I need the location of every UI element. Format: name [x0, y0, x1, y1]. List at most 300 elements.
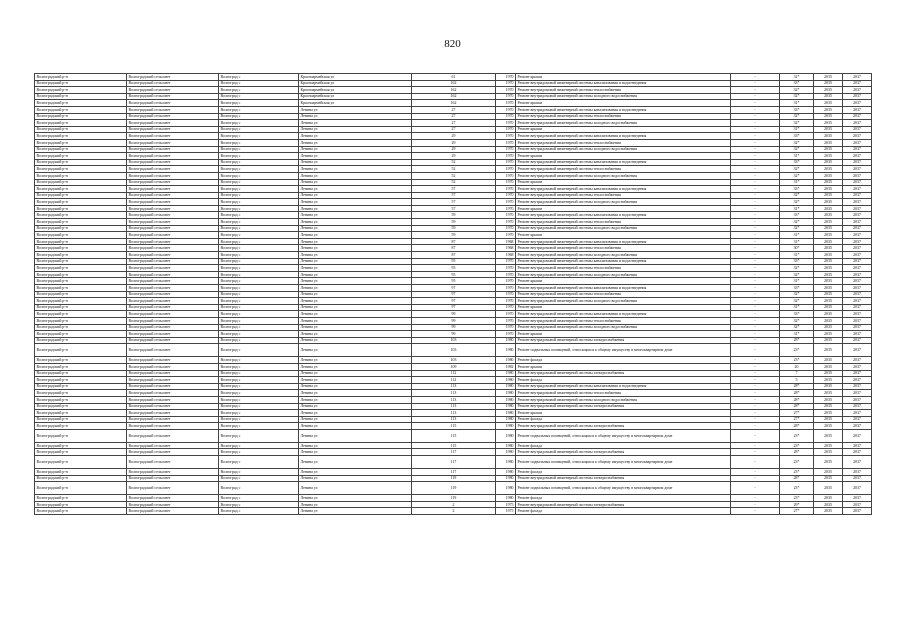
table-cell: 2037 [843, 363, 872, 370]
table-cell: Волгоградский сельсовет [127, 278, 219, 285]
table-cell: Ленина ул [299, 225, 412, 232]
table-cell: Ремонт внутридомовой инженерной системы холодного водоснабжения [516, 252, 731, 259]
table-cell: 28* [780, 396, 814, 403]
table-cell: 30* [780, 245, 814, 252]
table-cell: 32* [780, 192, 814, 199]
table-cell: Ленина ул [299, 120, 412, 127]
table-cell: Волгоградский сельсовет [127, 166, 219, 173]
table-row [35, 311, 872, 318]
table-row [35, 508, 872, 515]
table-cell: 1970 [496, 311, 516, 318]
table-cell: Ленина ул [299, 179, 412, 186]
table-cell: 2035 [814, 271, 843, 278]
table-cell: 1975 [496, 501, 516, 508]
table-cell: 115 [412, 423, 496, 430]
table-cell: Волгоград с [219, 337, 299, 344]
table-cell: 1970 [496, 153, 516, 160]
table-cell: Волгоград с [219, 192, 299, 199]
table-cell: 1970 [496, 212, 516, 219]
table-cell: - [731, 344, 780, 357]
table-cell: Ремонт крыши [516, 304, 731, 311]
table-cell: 2035 [814, 324, 843, 331]
table-cell: 2035 [814, 278, 843, 285]
table-cell: Волгоградский р-н [35, 258, 127, 265]
table-cell: 2037 [843, 225, 872, 232]
table-cell: Волгоград с [219, 238, 299, 245]
table-cell: - [731, 179, 780, 186]
table-cell: 1970 [496, 172, 516, 179]
table-cell: Волгоград с [219, 285, 299, 292]
table-cell: Волгоград с [219, 265, 299, 272]
table-cell: 5 [780, 377, 814, 384]
table-row [35, 219, 872, 226]
table-cell: Волгоград с [219, 100, 299, 107]
table-cell: - [731, 271, 780, 278]
table-cell: Ленина ул [299, 232, 412, 239]
table-cell: 162 [412, 93, 496, 100]
table-cell: 2037 [843, 383, 872, 390]
table-cell: Волгоград с [219, 442, 299, 449]
table-row [35, 205, 872, 212]
table-cell: 2035 [814, 304, 843, 311]
table-cell: Волгоградский сельсовет [127, 87, 219, 94]
table-cell: 1980 [496, 337, 516, 344]
table-cell: 99 [412, 317, 496, 324]
table-cell: 2037 [843, 192, 872, 199]
table-cell: 1980 [496, 482, 516, 495]
table-cell: Волгоград с [219, 482, 299, 495]
table-cell: - [731, 410, 780, 417]
table-cell: 1970 [496, 298, 516, 305]
table-cell: 119 [412, 482, 496, 495]
table-cell: - [731, 113, 780, 120]
table-cell: 2037 [843, 205, 872, 212]
table-cell: Волгоград с [219, 469, 299, 476]
table-cell: Волгоградский сельсовет [127, 311, 219, 318]
table-cell: Ремонт крыши [516, 331, 731, 338]
table-cell: 2037 [843, 396, 872, 403]
table-cell: 20 [780, 363, 814, 370]
table-cell: Волгоград с [219, 390, 299, 397]
table-cell: Ленина ул [299, 298, 412, 305]
table-cell: 1970 [496, 285, 516, 292]
table-cell: Волгоградский р-н [35, 469, 127, 476]
table-cell: 2037 [843, 475, 872, 482]
table-cell: 99 [412, 331, 496, 338]
table-cell: 2037 [843, 291, 872, 298]
table-cell: Волгоградский р-н [35, 265, 127, 272]
table-cell: Ремонт внутридомовой инженерной системы канализования и водоотведения [516, 383, 731, 390]
table-cell: 1980 [496, 429, 516, 442]
table-cell: 113 [412, 396, 496, 403]
table-cell: 2037 [843, 139, 872, 146]
table-cell: Волгоградский р-н [35, 219, 127, 226]
table-cell: 2035 [814, 219, 843, 226]
table-cell: 32* [780, 219, 814, 226]
table-row [35, 396, 872, 403]
table-cell: Волгоградский р-н [35, 298, 127, 305]
table-cell: Волгоградский сельсовет [127, 363, 219, 370]
table-cell: 119 [412, 495, 496, 502]
table-cell: Волгоградский сельсовет [127, 304, 219, 311]
table-row [35, 482, 872, 495]
table-cell: 23* [780, 357, 814, 364]
table-cell: 28* [780, 423, 814, 430]
table-cell: Волгоградский сельсовет [127, 100, 219, 107]
table-cell: 1970 [496, 159, 516, 166]
table-cell: Волгоградский р-н [35, 126, 127, 133]
table-cell: Волгоградский сельсовет [127, 324, 219, 331]
table-cell: Волгоградский сельсовет [127, 238, 219, 245]
table-row [35, 271, 872, 278]
table-cell: Волгоград с [219, 179, 299, 186]
table-cell: Красноармейская ул [299, 100, 412, 107]
table-cell: 119 [412, 475, 496, 482]
table-row [35, 469, 872, 476]
table-cell: - [731, 205, 780, 212]
table-cell: 115 [412, 442, 496, 449]
table-cell: Волгоград с [219, 245, 299, 252]
table-cell: Волгоград с [219, 205, 299, 212]
table-cell: 33* [780, 186, 814, 193]
table-cell: 2037 [843, 146, 872, 153]
table-cell: 2037 [843, 508, 872, 515]
table-cell: 113 [412, 403, 496, 410]
table-cell: 2035 [814, 331, 843, 338]
table-row [35, 199, 872, 206]
table-cell: - [731, 495, 780, 502]
table-cell: 52 [412, 179, 496, 186]
table-cell: Волгоград с [219, 357, 299, 364]
table-cell: Ленина ул [299, 396, 412, 403]
table-row [35, 252, 872, 259]
table-cell: 32* [780, 199, 814, 206]
table-cell: Волгоградский р-н [35, 416, 127, 423]
table-cell: - [731, 265, 780, 272]
table-cell: 2037 [843, 74, 872, 81]
table-cell: Ремонт крыши [516, 153, 731, 160]
table-cell: Волгоградский сельсовет [127, 331, 219, 338]
table-cell: 31* [780, 100, 814, 107]
table-cell: Ремонт крыши [516, 74, 731, 81]
table-cell: - [731, 357, 780, 364]
table-cell: Волгоградский сельсовет [127, 146, 219, 153]
table-cell: Волгоградский сельсовет [127, 153, 219, 160]
table-cell: Волгоградский сельсовет [127, 212, 219, 219]
table-cell: Ремонт внутридомовой инженерной системы канализования и водоотведения [516, 258, 731, 265]
table-cell: - [731, 93, 780, 100]
table-cell: Волгоградский р-н [35, 113, 127, 120]
table-cell: Ремонт фасада [516, 377, 731, 384]
table-cell: Волгоградский р-н [35, 475, 127, 482]
table-row [35, 456, 872, 469]
table-cell: Ленина ул [299, 337, 412, 344]
table-cell: Ремонт внутридомовой инженерной системы канализования и водоотведения [516, 186, 731, 193]
table-cell: 29* [780, 501, 814, 508]
table-cell: 103 [412, 337, 496, 344]
table-cell: Ленина ул [299, 258, 412, 265]
table-cell: 2035 [814, 357, 843, 364]
table-cell: 97 [412, 304, 496, 311]
table-cell: 2035 [814, 265, 843, 272]
table-cell: 2037 [843, 159, 872, 166]
table-cell: 32* [780, 166, 814, 173]
table-cell: 2037 [843, 186, 872, 193]
table-cell: Волгоградский р-н [35, 337, 127, 344]
table-cell: 2037 [843, 390, 872, 397]
table-cell: 2037 [843, 278, 872, 285]
table-cell: Волгоградский сельсовет [127, 475, 219, 482]
table-cell: 32* [780, 265, 814, 272]
table-cell: - [731, 449, 780, 456]
table-cell: Волгоград с [219, 370, 299, 377]
table-cell: 2037 [843, 265, 872, 272]
table-cell: Волгоградский сельсовет [127, 377, 219, 384]
table-cell: 2035 [814, 258, 843, 265]
table-cell: 1975 [496, 508, 516, 515]
table-cell: 2035 [814, 192, 843, 199]
table-cell: Ленина ул [299, 153, 412, 160]
table-cell: Ремонт подвальных помещений, относящихся к общему имуществу в многоквартирном доме [516, 344, 731, 357]
table-cell: Волгоградский сельсовет [127, 396, 219, 403]
table-cell: Волгоградский р-н [35, 278, 127, 285]
table-cell: 2035 [814, 291, 843, 298]
table-row [35, 106, 872, 113]
table-cell: 97 [412, 291, 496, 298]
table-cell: Волгоград с [219, 291, 299, 298]
table-cell: Волгоград с [219, 186, 299, 193]
table-cell: - [731, 126, 780, 133]
table-cell: Ремонт внутридомовой инженерной системы теплоснабжения [516, 265, 731, 272]
table-cell: Ремонт внутридомовой инженерной системы теплоснабжения [516, 245, 731, 252]
table-cell: 1970 [496, 317, 516, 324]
table-cell: - [731, 212, 780, 219]
table-cell: 2035 [814, 423, 843, 430]
table-cell: 2037 [843, 153, 872, 160]
table-cell: Волгоградский сельсовет [127, 120, 219, 127]
table-cell: 2037 [843, 93, 872, 100]
table-cell: Волгоград с [219, 153, 299, 160]
table-cell: Волгоградский сельсовет [127, 495, 219, 502]
table-cell: - [731, 245, 780, 252]
table-cell: Волгоград с [219, 80, 299, 87]
table-cell: Волгоградский р-н [35, 495, 127, 502]
table-cell: 28* [780, 390, 814, 397]
table-cell: Ремонт внутридомовой инженерной системы канализования и водоотведения [516, 238, 731, 245]
table-cell: Ленина ул [299, 133, 412, 140]
table-cell: 31* [780, 238, 814, 245]
table-cell: Волгоградский сельсовет [127, 429, 219, 442]
table-cell: 29 [412, 146, 496, 153]
table-cell: Ленина ул [299, 172, 412, 179]
table-cell: Ремонт внутридомовой инженерной системы электроснабжения [516, 449, 731, 456]
table-cell: 31* [780, 179, 814, 186]
table-cell: Волгоградский сельсовет [127, 416, 219, 423]
table-cell: 2037 [843, 403, 872, 410]
table-cell: - [731, 139, 780, 146]
table-cell: 1982 [496, 363, 516, 370]
table-cell: Ленина ул [299, 357, 412, 364]
table-cell: Ремонт крыши [516, 100, 731, 107]
table-cell: 97 [412, 298, 496, 305]
table-cell: 2037 [843, 311, 872, 318]
table-cell: 2035 [814, 146, 843, 153]
table-cell: 27* [780, 416, 814, 423]
table-cell: Красноармейская ул [299, 93, 412, 100]
table-cell: Волгоградский сельсовет [127, 74, 219, 81]
table-cell: Волгоградский р-н [35, 100, 127, 107]
table-cell: 2035 [814, 139, 843, 146]
table-cell: 2035 [814, 133, 843, 140]
table-cell: 2035 [814, 172, 843, 179]
table-cell: 32* [780, 113, 814, 120]
table-cell: Волгоградский сельсовет [127, 179, 219, 186]
table-cell: - [731, 252, 780, 259]
table-cell: Ремонт внутридомовой инженерной системы канализования и водоотведения [516, 311, 731, 318]
table-cell: Волгоградский сельсовет [127, 186, 219, 193]
table-cell: 1970 [496, 291, 516, 298]
table-cell: - [731, 456, 780, 469]
table-cell: 2037 [843, 179, 872, 186]
table-row [35, 357, 872, 364]
table-cell: Волгоградский сельсовет [127, 469, 219, 476]
table-cell: 57 [412, 186, 496, 193]
table-cell: 1970 [496, 258, 516, 265]
table-cell: 1970 [496, 304, 516, 311]
table-cell: Ленина ул [299, 245, 412, 252]
table-cell: 2035 [814, 106, 843, 113]
table-cell: - [731, 475, 780, 482]
table-cell: Волгоградский р-н [35, 304, 127, 311]
table-cell: Ленина ул [299, 205, 412, 212]
table-cell: - [731, 423, 780, 430]
table-cell: 32* [780, 271, 814, 278]
table-cell: Волгоградский сельсовет [127, 205, 219, 212]
table-cell: 32* [780, 317, 814, 324]
table-cell: 59 [412, 219, 496, 226]
table-cell: Ленина ул [299, 508, 412, 515]
table-cell: 1980 [496, 469, 516, 476]
table-row [35, 501, 872, 508]
table-cell: 33* [780, 133, 814, 140]
table-cell: 31* [780, 252, 814, 259]
table-cell: 27 [412, 120, 496, 127]
table-cell: 2037 [843, 495, 872, 502]
table-cell: Волгоградский р-н [35, 383, 127, 390]
table-cell: 2037 [843, 344, 872, 357]
table-cell: 7 [780, 370, 814, 377]
table-cell: Волгоградский р-н [35, 429, 127, 442]
table-cell: 32* [780, 324, 814, 331]
table-cell: - [731, 370, 780, 377]
table-cell: 2037 [843, 337, 872, 344]
table-cell: 2035 [814, 410, 843, 417]
repair-schedule-table [34, 73, 872, 515]
table-cell: 2035 [814, 298, 843, 305]
table-cell: 2037 [843, 245, 872, 252]
table-cell: 2035 [814, 126, 843, 133]
table-cell: 1970 [496, 139, 516, 146]
table-cell: 2037 [843, 166, 872, 173]
table-cell: Ленина ул [299, 106, 412, 113]
table-row [35, 153, 872, 160]
table-row [35, 87, 872, 94]
table-cell: Волгоградский р-н [35, 396, 127, 403]
table-cell: Волгоградский сельсовет [127, 199, 219, 206]
table-cell: Ремонт внутридомовой инженерной системы холодного водоснабжения [516, 172, 731, 179]
table-cell: Ленина ул [299, 317, 412, 324]
table-row [35, 495, 872, 502]
table-cell: 113 [412, 390, 496, 397]
table-cell: - [731, 508, 780, 515]
table-cell: 2035 [814, 87, 843, 94]
table-cell: 32* [780, 146, 814, 153]
table-cell: 2035 [814, 317, 843, 324]
table-cell: 2037 [843, 331, 872, 338]
table-cell: Волгоградский р-н [35, 186, 127, 193]
table-cell: Волгоград с [219, 331, 299, 338]
table-cell: Волгоград с [219, 410, 299, 417]
table-cell: Волгоградский р-н [35, 311, 127, 318]
table-cell: - [731, 383, 780, 390]
table-cell: Волгоград с [219, 74, 299, 81]
table-cell: Ремонт внутридомовой инженерной системы теплоснабжения [516, 291, 731, 298]
table-cell: 1970 [496, 219, 516, 226]
table-cell: Ленина ул [299, 423, 412, 430]
table-cell: Ремонт крыши [516, 232, 731, 239]
table-row [35, 390, 872, 397]
table-cell: 2037 [843, 133, 872, 140]
table-cell: Ремонт внутридомовой инженерной системы канализования и водоотведения [516, 212, 731, 219]
table-cell: 29 [412, 153, 496, 160]
table-cell: 57 [412, 192, 496, 199]
table-cell: 2035 [814, 403, 843, 410]
table-cell: Волгоградский р-н [35, 74, 127, 81]
table-cell: 1970 [496, 179, 516, 186]
table-cell: 1970 [496, 93, 516, 100]
table-cell: 87 [412, 245, 496, 252]
table-cell: 2037 [843, 172, 872, 179]
table-cell: - [731, 403, 780, 410]
table-cell: 2035 [814, 252, 843, 259]
table-cell: 1970 [496, 87, 516, 94]
table-cell: 31* [780, 153, 814, 160]
table-cell: Ремонт фасада [516, 495, 731, 502]
table-cell: 2035 [814, 93, 843, 100]
table-cell: Ленина ул [299, 271, 412, 278]
table-cell: Волгоградский р-н [35, 179, 127, 186]
table-cell: 52 [412, 166, 496, 173]
table-cell: Ленина ул [299, 482, 412, 495]
table-cell: 2035 [814, 166, 843, 173]
table-cell: Ремонт фасада [516, 416, 731, 423]
table-row [35, 298, 872, 305]
table-cell: Волгоград с [219, 199, 299, 206]
table-cell: 57 [412, 205, 496, 212]
table-cell: 1970 [496, 271, 516, 278]
table-cell: Волгоградский сельсовет [127, 423, 219, 430]
table-cell: - [731, 501, 780, 508]
table-cell: Волгоград с [219, 311, 299, 318]
table-cell: - [731, 219, 780, 226]
table-cell: Волгоград с [219, 87, 299, 94]
table-cell: Волгоградский р-н [35, 106, 127, 113]
table-cell: Волгоград с [219, 225, 299, 232]
table-cell: Волгоградский сельсовет [127, 219, 219, 226]
table-cell: 2035 [814, 442, 843, 449]
table-cell: Волгоград с [219, 271, 299, 278]
table-cell: - [731, 133, 780, 140]
